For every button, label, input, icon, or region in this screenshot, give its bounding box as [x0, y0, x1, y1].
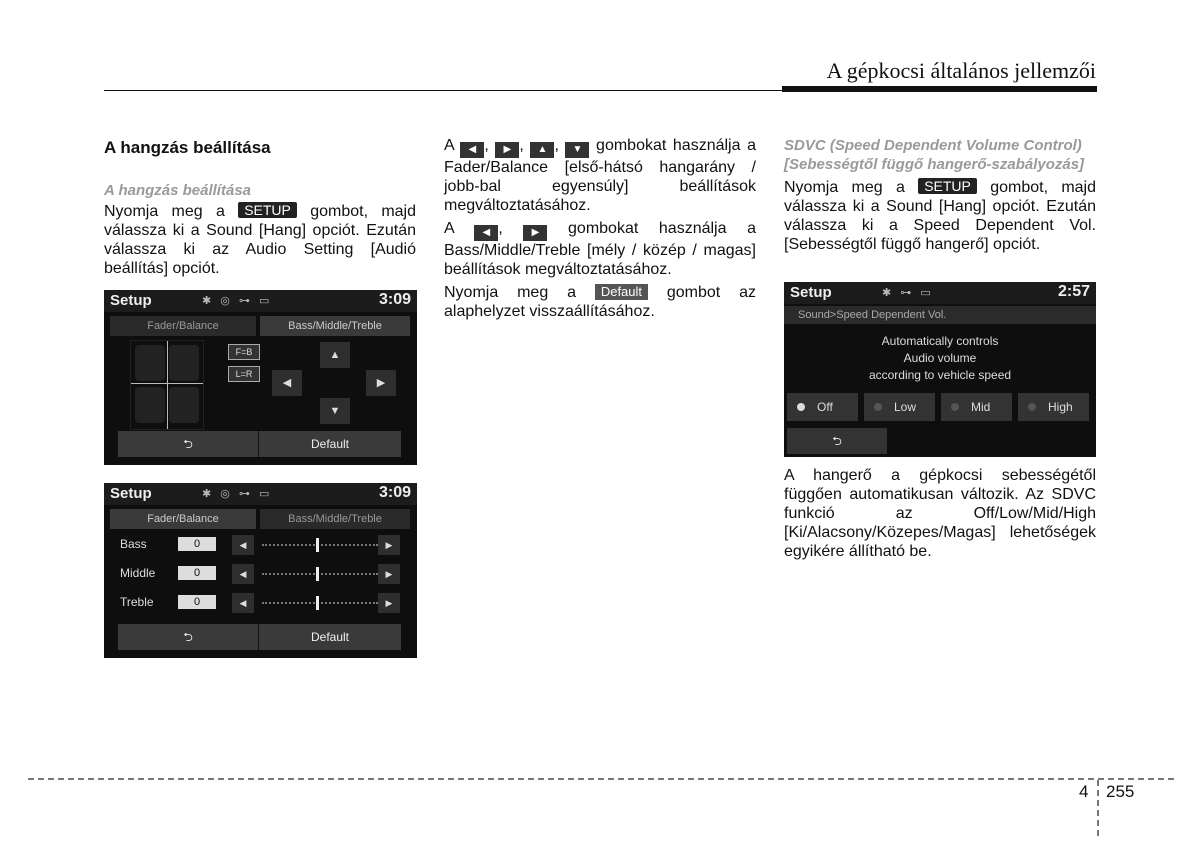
- paragraph: Nyomja meg a SETUP gombot, majd válassza ki a Sound [Hang] opciót. Ezután válassza ki a Speed Dependent Vol. [Sebességtől függő hangerő] opciót.: [784, 178, 1097, 253]
- eq-row-middle: [118, 564, 401, 584]
- eq-label: Middle: [120, 566, 156, 580]
- down-arrow-icon: ▼: [565, 142, 589, 158]
- screen-speed-dependent-vol: [784, 282, 1096, 457]
- subsection-heading: A hangzás beállítása: [104, 182, 251, 199]
- breadcrumb: Sound>Speed Dependent Vol.: [784, 306, 1096, 324]
- decrease-button[interactable]: ◀: [232, 593, 254, 613]
- up-arrow-button[interactable]: ▲: [320, 342, 350, 368]
- option-low[interactable]: Low: [864, 393, 935, 421]
- radio-icon: [951, 403, 959, 411]
- column-2: [444, 136, 756, 325]
- subsection-heading: SDVC (Speed Dependent Volume Control) [Sebességtől függő hangerő-szabályozás]: [784, 137, 1085, 173]
- option-row: [787, 393, 1093, 421]
- chapter-number: 4: [1079, 782, 1089, 801]
- screen-title: Setup: [110, 485, 152, 502]
- seat-diagram: [130, 340, 204, 430]
- status-bar: [104, 483, 417, 505]
- balance-value: L=R: [228, 366, 260, 382]
- paragraph: Nyomja meg a SETUP gombot, majd válassza ki a Sound [Hang] opciót. Ezután válassza ki az Audio Setting [Audió beállítás] opciót.: [104, 202, 417, 277]
- clock: 3:09: [378, 291, 411, 308]
- header-rule: [104, 90, 784, 91]
- column-1: [104, 138, 416, 282]
- paragraph: A ◀ , ▶ , ▲ , ▼ gombokat használja a Fader/Balance [első-hátsó hangarány / jobb-bal egyensúly] beállítások megváltoztatásához.: [444, 137, 756, 214]
- description-line: according to vehicle speed: [868, 368, 1012, 382]
- option-high[interactable]: High: [1018, 393, 1089, 421]
- up-arrow-icon: ▲: [530, 142, 554, 158]
- header-title: A gépkocsi általános jellemzői: [826, 58, 1096, 83]
- eq-slider-knob[interactable]: [316, 567, 319, 581]
- left-arrow-icon: ◀: [474, 225, 498, 241]
- option-off[interactable]: Off: [787, 393, 858, 421]
- default-button[interactable]: Default: [310, 630, 350, 644]
- setup-key: SETUP: [918, 178, 977, 194]
- tab-bass-middle-treble[interactable]: Bass/Middle/Treble: [260, 316, 410, 336]
- radio-icon: [874, 403, 882, 411]
- tab-fader-balance[interactable]: Fader/Balance: [110, 316, 256, 336]
- eq-row-bass: [118, 535, 401, 555]
- eq-slider-knob[interactable]: [316, 596, 319, 610]
- clock: 3:09: [378, 484, 411, 501]
- bottom-bar: [118, 624, 401, 650]
- status-icons: ✱ ◎ ⊶ ▭: [202, 488, 273, 500]
- footer-divider: [28, 778, 1174, 780]
- column-3: [784, 136, 1096, 258]
- eq-row-treble: [118, 593, 401, 613]
- clock: 2:57: [1057, 283, 1090, 300]
- description-line: Automatically controls: [881, 334, 999, 348]
- setup-key: SETUP: [238, 202, 297, 218]
- tab-bass-middle-treble[interactable]: Bass/Middle/Treble: [260, 509, 410, 529]
- right-arrow-icon: ▶: [495, 142, 519, 158]
- increase-button[interactable]: ▶: [378, 564, 400, 584]
- option-mid[interactable]: Mid: [941, 393, 1012, 421]
- screen-title: Setup: [790, 284, 832, 301]
- eq-value: 0: [178, 595, 216, 609]
- tab-fader-balance[interactable]: Fader/Balance: [110, 509, 256, 529]
- left-arrow-button[interactable]: ◀: [272, 370, 302, 396]
- radio-icon: [1028, 403, 1036, 411]
- screen-bass-middle-treble: [104, 483, 417, 658]
- section-heading: A hangzás beállítása: [104, 138, 271, 157]
- default-button[interactable]: Default: [310, 437, 350, 451]
- eq-slider[interactable]: [262, 602, 378, 606]
- left-arrow-icon: ◀: [460, 142, 484, 158]
- eq-slider[interactable]: [262, 573, 378, 577]
- status-bar: [104, 290, 417, 312]
- bottom-bar: [118, 431, 401, 457]
- back-button[interactable]: ⮌: [118, 624, 259, 650]
- eq-value: 0: [178, 537, 216, 551]
- description-line: Audio volume: [903, 351, 977, 365]
- screen-title: Setup: [110, 292, 152, 309]
- header-rule-thick: [782, 86, 1097, 92]
- back-button[interactable]: ⮌: [118, 431, 259, 457]
- decrease-button[interactable]: ◀: [232, 564, 254, 584]
- back-button[interactable]: ⮌: [787, 428, 887, 454]
- footer-divider-vertical: [1097, 780, 1099, 836]
- status-icons: ✱ ⊶ ▭: [882, 287, 934, 299]
- status-bar: [784, 282, 1096, 304]
- paragraph: A hangerő a gépkocsi sebességétől függően automatikusan változik. Az SDVC funkció az Off/Low/Mid/High [Ki/Alacsony/Közepes/Magas] lehetőségek egyikére állítható be.: [784, 467, 1096, 560]
- radio-icon: [797, 403, 805, 411]
- default-key: Default: [595, 284, 648, 300]
- eq-slider-knob[interactable]: [316, 538, 319, 552]
- eq-label: Treble: [120, 595, 154, 609]
- paragraph: Nyomja meg a Default gombot az alaphelyzet visszaállításához.: [444, 284, 757, 320]
- down-arrow-button[interactable]: ▼: [320, 398, 350, 424]
- screen-fader-balance: [104, 290, 417, 465]
- fader-value: F=B: [228, 344, 260, 360]
- increase-button[interactable]: ▶: [378, 535, 400, 555]
- right-arrow-icon: ▶: [523, 225, 547, 241]
- column-3-bottom: [784, 466, 1096, 565]
- paragraph: A ◀ , ▶ gombokat használja a Bass/Middle/Treble [mély / közép / magas] beállítások megváltoztatásához.: [444, 220, 756, 278]
- eq-label: Bass: [120, 537, 147, 551]
- eq-value: 0: [178, 566, 216, 580]
- right-arrow-button[interactable]: ▶: [366, 370, 396, 396]
- decrease-button[interactable]: ◀: [232, 535, 254, 555]
- page-number: 255: [1106, 782, 1135, 801]
- increase-button[interactable]: ▶: [378, 593, 400, 613]
- status-icons: ✱ ◎ ⊶ ▭: [202, 295, 273, 307]
- eq-slider[interactable]: [262, 544, 378, 548]
